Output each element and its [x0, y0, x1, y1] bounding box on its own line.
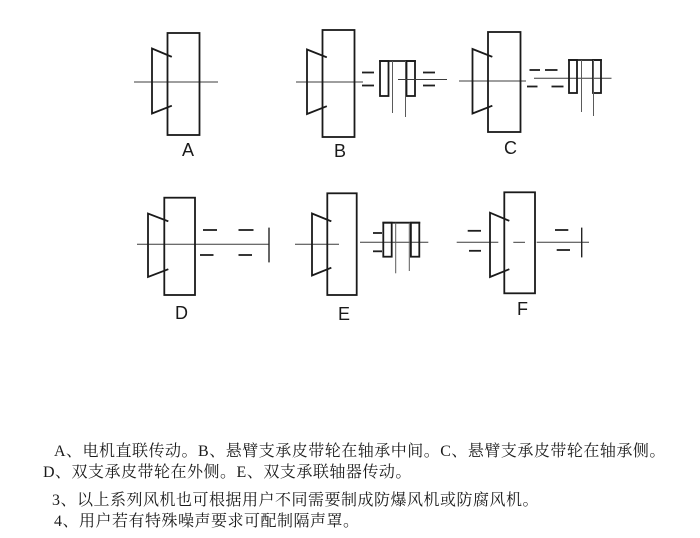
bearing-dashes — [200, 230, 254, 255]
note-line-4: 4、用户若有特殊噪声要求可配制隔声罩。 — [54, 513, 360, 530]
diagram-label-f: F — [517, 299, 528, 319]
bearing-assembly — [569, 60, 601, 116]
diagram-e — [295, 193, 428, 295]
fan-body — [164, 198, 195, 295]
diagram-label-e: E — [338, 304, 351, 324]
bearing-assembly — [380, 61, 447, 117]
fan-body — [488, 32, 521, 132]
diagram-label-d: D — [175, 303, 188, 323]
impeller-cone — [490, 213, 509, 277]
diagram-f — [457, 192, 589, 293]
diagram-c — [459, 32, 612, 132]
bearing-block — [407, 61, 416, 96]
bearing-block — [569, 60, 577, 93]
bearing-block — [383, 223, 391, 257]
diagram-b — [296, 30, 447, 137]
outlet-side-dashes — [555, 230, 570, 250]
diagram-label-b: B — [334, 140, 347, 161]
note-line-3: 3、以上系列风机也可根据用户不同需要制成防爆风机或防腐风机。 — [52, 492, 540, 509]
fan-body — [323, 30, 355, 137]
motor-body — [168, 33, 200, 135]
diagram-label-a: A — [182, 139, 195, 160]
diagram-d — [137, 198, 269, 295]
bearing-block — [411, 223, 419, 257]
inlet-side-dashes — [468, 231, 481, 251]
note-line-2: D、双支承皮带轮在外侧。E、双支承联轴器传动。 — [43, 464, 412, 481]
bearing-block — [380, 61, 389, 96]
diagram-a — [134, 33, 218, 135]
bearing-assembly — [383, 223, 419, 274]
diagram-label-c: C — [504, 138, 517, 158]
bearing-block — [593, 60, 601, 93]
note-line-1: A、电机直联传动。B、悬臂支承皮带轮在轴承中间。C、悬臂支承皮带轮在轴承侧。 — [54, 443, 666, 460]
